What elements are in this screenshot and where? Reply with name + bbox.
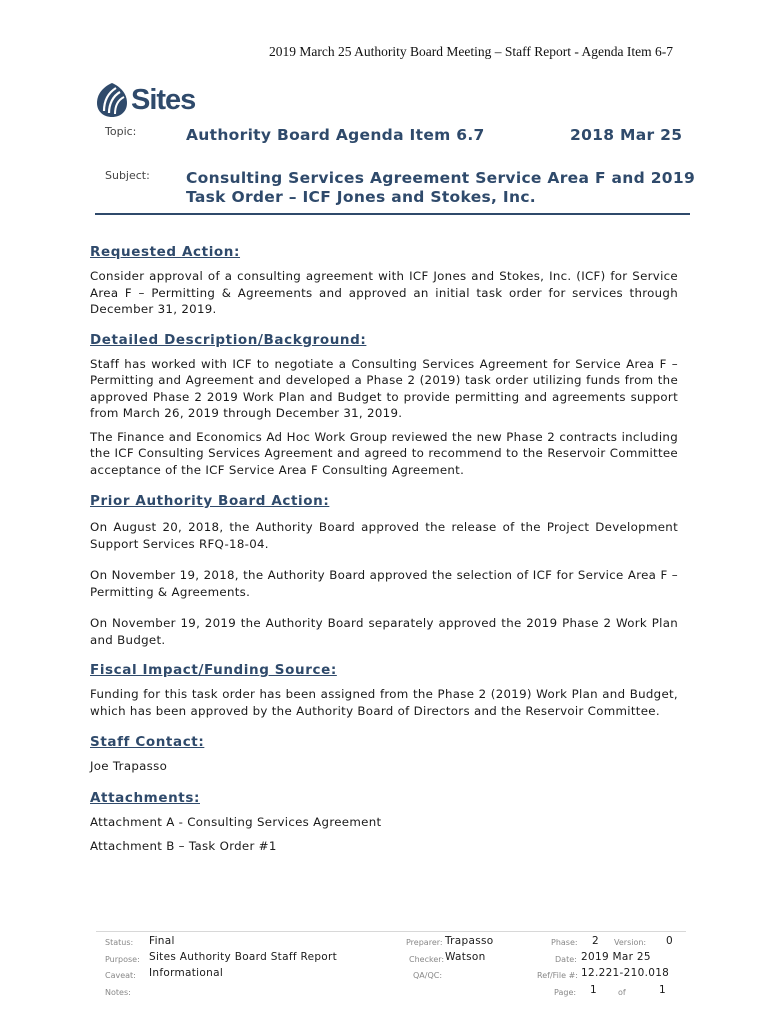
footer-notes-label: Notes: [105,988,131,997]
topic-label: Topic: [105,125,137,138]
staff-contact-name: Joe Trapasso [90,759,168,773]
subject-line-1: Consulting Services Agreement Service Area F and 2019 [186,169,696,187]
description-text-1: Staff has worked with ICF to negotiate a Consulting Services Agreement for Service Area F – Permitting and Agreement and developed a Phase 2 (2019) task order utilizing funds from the approved Phase 2 2019 Work Plan and Budget to provide permitting and agreements support from March 26, 2019 through December 31, 2019. [90,356,678,420]
footer-preparer-label: Preparer: [406,938,443,947]
footer-page-value: 1 [590,984,597,996]
footer-status-label: Status: [105,938,134,947]
header-rule [95,213,690,215]
footer-checker-label: Checker: [409,955,445,964]
page-header: 2019 March 25 Authority Board Meeting – Staff Report - Agenda Item 6-7 [269,44,673,59]
subject-line-2: Task Order – ICF Jones and Stokes, Inc. [186,188,536,206]
sites-logo [95,80,195,120]
staff-contact-heading: Staff Contact: [90,734,205,750]
attachments-heading: Attachments: [90,789,200,806]
fiscal-heading: Fiscal Impact/Funding Source: [90,662,337,678]
footer-page-total: 1 [659,984,666,996]
footer-date-label: Date: [555,955,577,964]
sites-logo-text: Sites [131,83,196,116]
footer-preparer-value: Trapasso [445,935,494,947]
subject-value [186,169,696,207]
footer-ref-value: 12.221-210.018 [581,967,670,979]
prior-action-heading: Prior Authority Board Action: [90,493,330,509]
prior-action-text-2: On November 19, 2018, the Authority Board approved the selection of ICF for Service Area F – Permitting & Agreements. [90,568,678,599]
footer-status-value: Final [149,935,175,947]
prior-action-text-3: On November 19, 2019 the Authority Board separately approved the 2019 Phase 2 Work Plan and Budget. [90,616,678,647]
sites-logo-icon [95,81,129,119]
footer-phase-value: 2 [592,935,599,947]
footer-version-value: 0 [666,935,673,947]
fiscal-text: Funding for this task order has been assigned from the Phase 2 (2019) Work Plan and Budget, which has been approved by the Authority Board of Directors and the Reservoir Committee. [90,687,678,718]
footer-phase-label: Phase: [551,938,578,947]
requested-action-text: Consider approval of a consulting agreement with ICF Jones and Stokes, Inc. (ICF) for Service Area F – Permitting & Agreements and approved an initial task order for services through December 31, 2019. [90,269,678,316]
footer-purpose-value: Sites Authority Board Staff Report [149,951,338,963]
attachment-a[interactable]: Attachment A - Consulting Services Agreement [90,814,382,829]
description-heading: Detailed Description/Background: [90,331,367,348]
description-text-2: The Finance and Economics Ad Hoc Work Group reviewed the new Phase 2 contracts including the ICF Consulting Services Agreement and agreed to recommend to the Reservoir Committee acceptance of the ICF Service Area F Consulting Agreement. [90,429,678,477]
report-body [90,244,678,855]
footer-rule [96,931,686,932]
footer-of-label: of [618,988,626,997]
topic-date: 2018 Mar 25 [570,126,683,144]
footer-caveat-label: Caveat: [105,971,136,980]
footer-checker-value: Watson [445,951,486,963]
footer-caveat-value: Informational [149,967,224,979]
footer-purpose-label: Purpose: [105,955,140,964]
topic-value: Authority Board Agenda Item 6.7 [186,126,485,144]
footer-qaqc-label: QA/QC: [413,971,443,980]
subject-label: Subject: [105,169,150,182]
prior-action-text-1: On August 20, 2018, the Authority Board approved the release of the Project Development Support Services RFQ-18-04. [90,520,678,551]
footer-page-label: Page: [554,988,577,997]
attachment-b[interactable]: Attachment B – Task Order #1 [90,839,277,853]
footer-version-label: Version: [614,938,647,947]
requested-action-heading: Requested Action: [90,244,241,260]
footer-ref-label: Ref/File #: [537,971,578,980]
footer-date-value: 2019 Mar 25 [581,951,651,963]
